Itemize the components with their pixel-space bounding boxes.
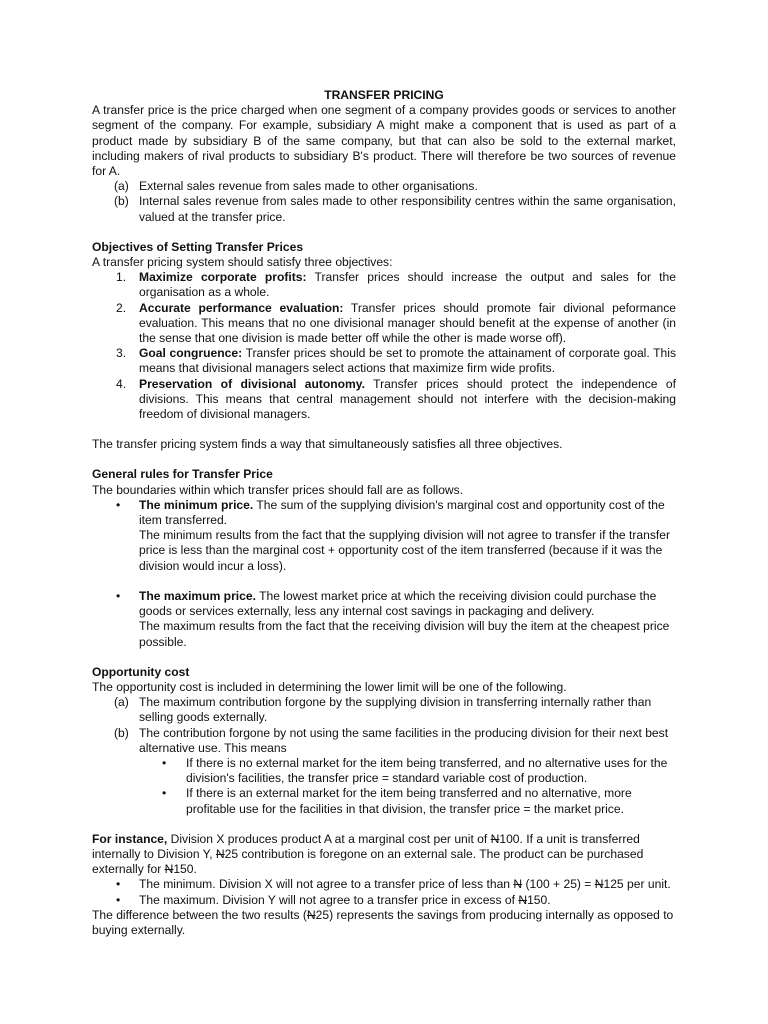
- opportunity-item-text: The maximum contribution forgone by the supplying division in transferring internally rather than selling goods externally.: [139, 695, 652, 725]
- maximum-price-item: [92, 589, 676, 650]
- sub-item-text: If there is an external market for the item being transferred and no alternative, more profitable use for the facilities in that division, the transfer price = the market price.: [186, 786, 632, 816]
- example-text: Division X produces product A at a marginal cost per unit of: [167, 831, 491, 846]
- revenue-item-a: [92, 179, 676, 194]
- example-diff-text: 25) represents the savings from producing internally as opposed to buying externally.: [92, 907, 674, 937]
- list-marker: 2.: [116, 300, 127, 315]
- objective-item-4: [92, 377, 676, 423]
- general-rules-heading: General rules for Transfer Price: [92, 467, 273, 482]
- example-min-text: The minimum. Division X will not agree to a transfer price of less than: [139, 877, 514, 892]
- opportunity-item-b: [92, 726, 676, 756]
- example-minimum-item: [92, 877, 676, 892]
- bullet-icon: •: [162, 755, 167, 770]
- bullet-icon: •: [116, 892, 121, 907]
- list-marker: 1.: [116, 270, 127, 285]
- minimum-price-label: The minimum price.: [139, 497, 254, 512]
- opportunity-cost-lead: The opportunity cost is included in determining the lower limit will be one of the following.: [92, 679, 567, 694]
- minimum-price-note: The minimum results from the fact that the supplying division will not agree to transfer if the transfer price is less than the marginal cost + opportunity cost of the item transferred (because if it was the division would incur a loss).: [139, 528, 671, 573]
- objectives-lead: A transfer pricing system should satisfy three objectives:: [92, 255, 393, 270]
- objective-label: Accurate performance evaluation:: [139, 300, 344, 315]
- naira-symbol: N: [215, 846, 225, 861]
- example-min-text: 125 per unit.: [603, 877, 671, 892]
- objective-label: Maximize corporate profits:: [139, 270, 307, 285]
- naira-symbol: N: [594, 877, 604, 892]
- list-marker: (b): [114, 194, 129, 209]
- opportunity-item-text: The contribution forgone by not using the same facilities in the producing division for their next best alternative use. This means: [139, 725, 669, 755]
- objective-item-3: [92, 346, 676, 376]
- example-max-text: The maximum. Division Y will not agree to a transfer price in excess of: [139, 892, 519, 907]
- maximum-price-text: The lowest market price at which the receiving division could purchase the goods or services externally, less any internal cost savings in packaging and delivery.: [139, 588, 657, 619]
- list-item-text: External sales revenue from sales made to other organisations.: [139, 179, 478, 194]
- opportunity-cost-heading: Opportunity cost: [92, 664, 190, 679]
- list-marker: (a): [114, 179, 129, 194]
- list-marker: 3.: [116, 346, 127, 361]
- bullet-icon: •: [162, 786, 167, 801]
- naira-symbol: N: [164, 862, 174, 877]
- example-paragraph: [92, 832, 676, 878]
- minimum-price-item: [92, 498, 676, 574]
- naira-symbol: N: [490, 831, 500, 846]
- objective-text: Transfer prices should be set to promote the attainament of corporate goal. This means that divisional managers select actions that maximize firm wide profits.: [139, 346, 676, 376]
- example-text: 100. If a unit is transferred internally to Division Y,: [92, 831, 640, 861]
- bullet-icon: •: [116, 497, 121, 512]
- revenue-item-b: [92, 194, 676, 224]
- example-max-text: 150.: [527, 892, 551, 907]
- opportunity-sub-item-2: [92, 786, 676, 816]
- document-title: TRANSFER PRICING: [324, 88, 444, 102]
- opportunity-sub-item-1: [92, 756, 676, 786]
- list-marker: (a): [114, 695, 129, 710]
- example-text: 25 contribution is foregone on an external sale. The product can be purchased externally for: [92, 846, 644, 877]
- naira-symbol: N: [518, 892, 528, 907]
- naira-symbol: N: [306, 907, 316, 922]
- list-item-text: Internal sales revenue from sales made to other responsibility centres within the same organisation, valued at the transfer price.: [139, 194, 676, 224]
- objectives-heading: Objectives of Setting Transfer Prices: [92, 239, 304, 254]
- example-maximum-item: [92, 893, 676, 908]
- example-diff-text: The difference between the two results (: [92, 907, 307, 922]
- list-marker: 4.: [116, 376, 127, 391]
- objective-label: Preservation of divisional autonomy.: [139, 376, 365, 391]
- list-marker: (b): [114, 725, 129, 740]
- intro-paragraph: A transfer price is the price charged when one segment of a company provides goods or services to another segment of the company. For example, subsidiary A might make a component that is used as part of a product made by subsidiary B of the same company, but that can also be sold to the external market, including makers of rival products to subsidiary B's product. There will therefore be two sources of revenue for A.: [92, 103, 676, 179]
- opportunity-item-a: [92, 695, 676, 725]
- objective-item-1: [92, 270, 676, 300]
- sub-item-text: If there is no external market for the item being transferred, and no alternative uses for the division's facilities, the transfer price = standard variable cost of production.: [186, 755, 668, 786]
- minimum-price-text: The sum of the supplying division's marginal cost and opportunity cost of the item transferred.: [139, 497, 665, 528]
- document-body: [92, 88, 676, 938]
- example-text: 150.: [173, 862, 197, 877]
- bullet-icon: •: [116, 588, 121, 603]
- maximum-price-label: The maximum price.: [139, 588, 256, 603]
- example-difference: [92, 908, 676, 938]
- maximum-price-note: The maximum results from the fact that the receiving division will buy the item at the cheapest price possible.: [139, 619, 670, 649]
- objectives-closing: The transfer pricing system finds a way that simultaneously satisfies all three objectives.: [92, 437, 563, 452]
- objective-item-2: [92, 301, 676, 347]
- naira-symbol: N: [513, 877, 523, 892]
- example-min-text: (100 + 25) =: [522, 877, 595, 892]
- objective-label: Goal congruence:: [139, 346, 243, 361]
- objective-text: Transfer prices should protect the independence of divisions. This means that central management should not interfere with the decision-making freedom of divisional managers.: [139, 376, 677, 422]
- general-rules-lead: The boundaries within which transfer prices should fall are as follows.: [92, 482, 464, 497]
- objective-text: Transfer prices should increase the output and sales for the organisation as a whole.: [139, 270, 676, 300]
- bullet-icon: •: [116, 877, 121, 892]
- objective-text: Transfer prices should promote fair divional peformance evaluation. This means that no one divisional manager should benefit at the expense of another (in the sense that one division is made better off while the other is made worse off).: [139, 300, 676, 346]
- example-label: For instance,: [92, 831, 168, 846]
